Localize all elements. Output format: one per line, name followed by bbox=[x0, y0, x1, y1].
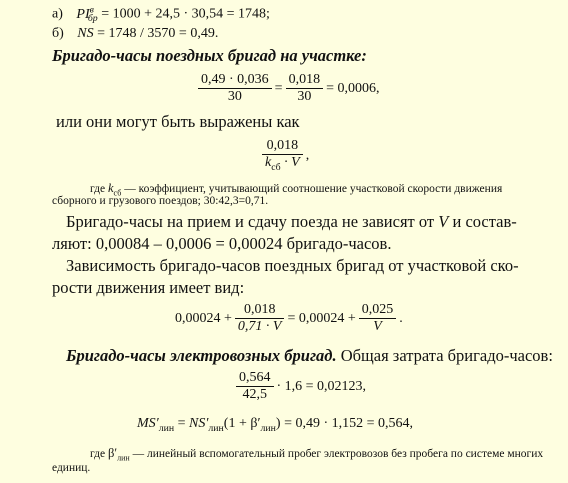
footnote-line-1: где $\beta'_{лин}$ — линейный вспомогательный пробег электровозов без пробега по системе многих bbox=[90, 446, 544, 463]
footnote-line-2: единиц. bbox=[52, 462, 91, 474]
symbol: NS bbox=[77, 26, 94, 41]
fraction: $\frac{0,018}{k_{сб} \cdot V}$ bbox=[262, 138, 303, 173]
fraction: $\frac{0,018}{0,71 \cdot V}$ bbox=[235, 302, 285, 335]
fraction: $\frac{0,564}{42,5}$ bbox=[236, 370, 274, 403]
footnote-line-2: сборного и грузового поездов; 30:42,3=0,71. bbox=[52, 195, 269, 207]
section-heading: Бригадо-часы электровозных бригад. Общая затрата бригадо-часов: bbox=[66, 346, 553, 365]
symbol: $PI^в_{бр}$ bbox=[76, 4, 98, 25]
paragraph-line: Зависимость бригадо-часов поездных бригад от участковой ско- bbox=[66, 256, 519, 275]
fraction: $\frac{0,49 \cdot 0,036}{30}$ bbox=[198, 72, 272, 105]
expression: = 1748 / 3570 = 0,49. bbox=[97, 26, 219, 41]
equation-2: $\frac{0,018}{k_{сб} \cdot V}$ , bbox=[262, 138, 309, 173]
paragraph-line: рости движения имеет вид: bbox=[52, 278, 245, 297]
section-heading: Бригадо-часы поездных бригад на участке: bbox=[52, 46, 367, 65]
equation-1: $\frac{0,49 \cdot 0,036}{30}$ = $\frac{0,018}{30}$ = 0,0006, bbox=[198, 72, 379, 105]
equation-line-b bbox=[52, 26, 218, 42]
expression: = 1000 + 24,5 · 30,54 = 1748; bbox=[101, 6, 270, 22]
equation-line-a bbox=[52, 4, 270, 24]
paragraph-line: Бригадо-часы на прием и сдачу поезда не зависят от V и состав- bbox=[66, 212, 517, 231]
item-label: б) bbox=[52, 26, 64, 41]
equation-3: 0,00024 + $\frac{0,018}{0,71 \cdot V}$ = 0,00024 + $\frac{0,025}{V}$ . bbox=[175, 302, 403, 335]
equation-4: $\frac{0,564}{42,5}$ · 1,6 = 0,02123, bbox=[236, 370, 366, 403]
paragraph-text: или они могут быть выражены как bbox=[56, 112, 300, 131]
item-label: а) bbox=[52, 6, 63, 22]
paragraph-line: ляют: 0,00084 – 0,0006 = 0,00024 бригадо-часов. bbox=[52, 234, 392, 253]
footnote-line-1: где $k_{сб}$ — коэффициент, учитывающий соотношение участковой скорости движения bbox=[90, 181, 503, 198]
fraction: $\frac{0,018}{30}$ bbox=[286, 72, 324, 105]
fraction: $\frac{0,025}{V}$ bbox=[359, 302, 397, 335]
equation-5: $MS'_{лин} = NS'_{лин}(1 + \beta'_{лин}) = 0,49 \cdot 1,152 = 0,564$, bbox=[137, 416, 414, 434]
